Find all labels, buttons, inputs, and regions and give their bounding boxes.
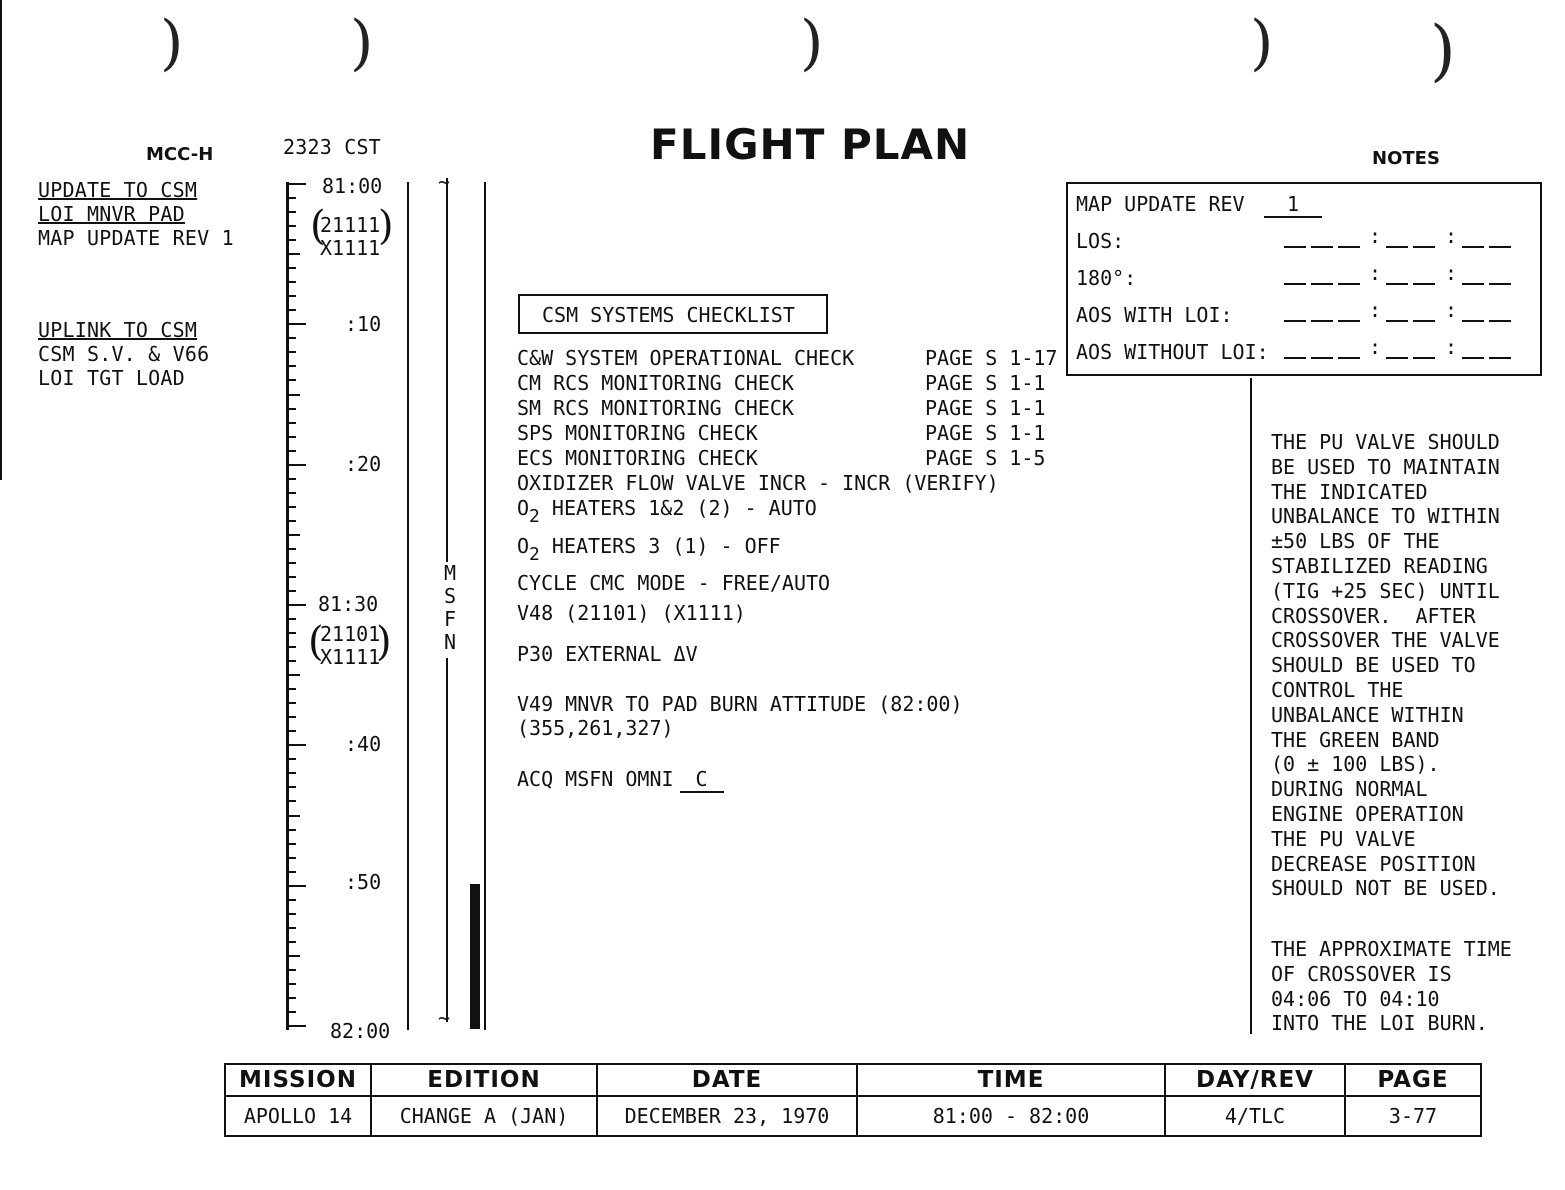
time-blank[interactable]	[1386, 320, 1408, 322]
mcc-line: CSM S.V. & V66	[38, 342, 210, 366]
ruler-tick	[286, 253, 300, 255]
footer-edition: CHANGE A (JAN)	[371, 1096, 597, 1136]
time-colon: :	[1369, 335, 1382, 359]
time-label-10: :10	[345, 312, 382, 336]
ruler-tick	[286, 309, 296, 311]
oxidizer-line: OXIDIZER FLOW VALVE INCR - INCR (VERIFY)	[517, 471, 999, 495]
ruler-tick	[286, 815, 300, 817]
ruler-tick	[286, 983, 296, 985]
time-blank[interactable]	[1338, 320, 1360, 322]
time-label-50: :50	[345, 870, 382, 894]
time-blank[interactable]	[1489, 246, 1511, 248]
time-label-20: :20	[345, 452, 382, 476]
time-blank[interactable]	[1489, 357, 1511, 359]
footer-header: TIME	[857, 1064, 1165, 1096]
msfn-bracket-cap: ~	[438, 170, 451, 194]
cycle-cmc-line: CYCLE CMC MODE - FREE/AUTO	[517, 571, 831, 595]
msfn-bracket-bottom	[446, 658, 448, 1022]
ruler-tick	[286, 899, 296, 901]
ruler-tick	[286, 337, 296, 339]
ruler-tick	[286, 365, 296, 367]
ruler-tick	[286, 408, 296, 410]
ruler-tick	[286, 323, 306, 325]
time-label-81-30: 81:30	[318, 592, 379, 616]
time-blank[interactable]	[1311, 246, 1333, 248]
footer-header: DAY/REV	[1165, 1064, 1345, 1096]
footer-date: DECEMBER 23, 1970	[597, 1096, 857, 1136]
time-blank[interactable]	[1338, 357, 1360, 359]
mcc-block-uplink	[38, 318, 209, 390]
time-blank[interactable]	[1284, 246, 1306, 248]
checklist-item-page: PAGE S 1-1	[925, 371, 1046, 395]
ruler-tick	[286, 843, 296, 845]
time-label-81-00: 81:00	[322, 174, 383, 198]
mcc-line: UPDATE TO CSM	[38, 178, 198, 202]
time-ruler	[286, 0, 316, 1190]
checklist-item-page: PAGE S 1-1	[925, 421, 1046, 445]
o2-heaters-1-2	[517, 496, 817, 525]
mcc-line: LOI TGT LOAD	[38, 366, 185, 390]
ruler-tick	[286, 379, 296, 381]
footer-mission: APOLLO 14	[225, 1096, 371, 1136]
ruler-tick	[286, 660, 296, 662]
ruler-tick	[286, 927, 296, 929]
paren-right: )	[378, 203, 394, 249]
ruler-tick	[286, 758, 296, 760]
ruler-tick	[286, 941, 296, 943]
ruler-tick	[286, 450, 296, 452]
mcc-line: UPLINK TO CSM	[38, 318, 198, 342]
ruler-tick	[286, 562, 296, 564]
ruler-tick	[286, 267, 296, 269]
time-blank[interactable]	[1413, 320, 1435, 322]
ruler-tick	[286, 576, 296, 578]
ruler-tick	[286, 829, 296, 831]
ruler-tick	[286, 422, 296, 424]
time-blank[interactable]	[1338, 246, 1360, 248]
v49-attitude: (355,261,327)	[517, 716, 674, 740]
ruler-tick	[286, 857, 296, 859]
time-blank[interactable]	[1413, 357, 1435, 359]
time-colon: :	[1445, 335, 1458, 359]
o2-subscript: 2	[529, 544, 540, 565]
ruler-tick	[286, 702, 296, 704]
ruler-tick	[286, 1025, 306, 1027]
msfn-letter: N	[443, 630, 457, 654]
time-blank[interactable]	[1311, 283, 1333, 285]
footer-table	[224, 1063, 1482, 1137]
binder-hole-mark: )	[350, 8, 374, 78]
msfn-bracket-top	[446, 178, 448, 562]
page-title: FLIGHT PLAN	[650, 120, 971, 169]
v48-line: V48 (21101) (X1111)	[517, 601, 746, 625]
footer-day-rev: 4/TLC	[1165, 1096, 1345, 1136]
ruler-tick	[286, 997, 296, 999]
footer-value-row	[225, 1096, 1481, 1136]
time-blank[interactable]	[1311, 320, 1333, 322]
msfn-letter: S	[443, 584, 457, 608]
ruler-tick	[286, 772, 296, 774]
o2-symbol: O	[517, 534, 530, 558]
checklist-item: SPS MONITORING CHECK	[517, 421, 758, 445]
map-update-label: MAP UPDATE REV	[1076, 192, 1245, 216]
ruler-tick	[286, 506, 296, 508]
p30-line: P30 EXTERNAL ΔV	[517, 642, 698, 666]
column-divider	[484, 182, 486, 1030]
mcc-line: MAP UPDATE REV 1	[38, 226, 234, 250]
o2-heaters-3	[517, 534, 781, 563]
binder-hole-mark: )	[800, 8, 824, 78]
ruler-tick	[286, 632, 296, 634]
ruler-tick	[286, 955, 300, 957]
paren-left: (	[310, 203, 326, 249]
msfn-letter: F	[443, 607, 457, 631]
ruler-tick	[286, 351, 296, 353]
ruler-tick	[286, 604, 306, 606]
code-21101: 21101	[320, 622, 381, 646]
ruler-tick	[286, 590, 296, 592]
time-blank[interactable]	[1489, 283, 1511, 285]
checklist-item-page: PAGE S 1-17	[925, 346, 1058, 370]
time-colon: :	[1445, 224, 1458, 248]
time-colon: :	[1369, 261, 1382, 285]
ruler-tick	[286, 744, 306, 746]
ruler-tick	[286, 618, 296, 620]
ruler-tick	[286, 478, 296, 480]
mcc-block-update	[38, 178, 234, 250]
binder-hole-mark: )	[1250, 8, 1274, 78]
code-x1111: X1111	[320, 645, 381, 669]
acq-omni-line	[517, 767, 724, 793]
ruler-tick	[286, 871, 296, 873]
checklist-item: SM RCS MONITORING CHECK	[517, 396, 794, 420]
footer-header: EDITION	[371, 1064, 597, 1096]
ruler-tick	[286, 225, 296, 227]
binder-hole-mark: )	[160, 8, 184, 78]
o2-text: HEATERS 3 (1) - OFF	[539, 534, 781, 558]
msfn-bracket-cap: ~	[438, 1006, 451, 1030]
msfn-label	[443, 562, 457, 654]
checklist-item: ECS MONITORING CHECK	[517, 446, 758, 470]
time-colon: :	[1445, 298, 1458, 322]
ruler-tick	[286, 211, 296, 213]
msfn-letter: M	[443, 561, 457, 585]
paren-left: (	[308, 619, 324, 665]
checklist-item: C&W SYSTEM OPERATIONAL CHECK	[517, 346, 855, 370]
ruler-tick	[286, 800, 296, 802]
ruler-tick	[286, 786, 296, 788]
checklist-title: CSM SYSTEMS CHECKLIST	[542, 303, 795, 327]
time-blank[interactable]	[1462, 357, 1484, 359]
acq-omni-label: ACQ MSFN OMNI	[517, 767, 674, 791]
ruler-tick	[286, 197, 296, 199]
time-header: 2323 CST	[283, 135, 381, 159]
ruler-tick	[286, 239, 296, 241]
ruler-tick	[286, 913, 296, 915]
ruler-tick	[286, 295, 296, 297]
page-edge-line	[0, 0, 2, 480]
time-blank[interactable]	[1413, 283, 1435, 285]
time-blank[interactable]	[1386, 357, 1408, 359]
ruler-tick	[286, 548, 296, 550]
map-update-value: 1	[1264, 192, 1322, 218]
ruler-tick	[286, 520, 296, 522]
footer-header: PAGE	[1345, 1064, 1481, 1096]
o2-subscript: 2	[529, 506, 540, 527]
ruler-tick	[286, 730, 296, 732]
footer-page: 3-77	[1345, 1096, 1481, 1136]
ruler-tick	[286, 281, 296, 283]
checklist-item-page: PAGE S 1-5	[925, 446, 1046, 470]
ruler-tick	[286, 969, 296, 971]
time-blank[interactable]	[1386, 246, 1408, 248]
code-x1111: X1111	[320, 236, 381, 260]
footer-header-row	[225, 1064, 1481, 1096]
binder-hole-mark: )	[1430, 12, 1456, 89]
checklist-title-box	[518, 294, 828, 334]
footer-time: 81:00 - 82:00	[857, 1096, 1165, 1136]
checklist-item-page: PAGE S 1-1	[925, 396, 1046, 420]
ruler-tick	[286, 688, 296, 690]
ruler-tick	[286, 534, 300, 536]
time-blank[interactable]	[1462, 283, 1484, 285]
mcc-header: MCC-H	[146, 144, 214, 165]
notes-divider	[1250, 378, 1252, 1034]
ruler-tick	[286, 885, 306, 887]
notes-header: NOTES	[1372, 148, 1440, 169]
time-label-82-00: 82:00	[330, 1019, 391, 1043]
time-blank[interactable]	[1311, 357, 1333, 359]
los-label: LOS:	[1076, 229, 1125, 253]
event-bar	[470, 884, 480, 1029]
time-colon: :	[1369, 298, 1382, 322]
ruler-tick	[286, 436, 296, 438]
time-blank[interactable]	[1386, 283, 1408, 285]
ruler-tick	[286, 646, 296, 648]
paren-right: )	[376, 619, 392, 665]
aos-with-loi-label: AOS WITH LOI:	[1076, 303, 1233, 327]
column-divider	[407, 182, 409, 1030]
ruler-tick	[286, 716, 296, 718]
time-label-40: :40	[345, 732, 382, 756]
time-blank[interactable]	[1462, 320, 1484, 322]
footer-header: DATE	[597, 1064, 857, 1096]
v49-line: V49 MNVR TO PAD BURN ATTITUDE (82:00)	[517, 692, 963, 716]
code-21111: 21111	[320, 213, 381, 237]
ruler-tick	[286, 1011, 296, 1013]
time-colon: :	[1369, 224, 1382, 248]
aos-without-loi-label: AOS WITHOUT LOI:	[1076, 340, 1269, 364]
time-colon: :	[1445, 261, 1458, 285]
mcc-line: LOI MNVR PAD	[38, 202, 185, 226]
deg180-label: 180°:	[1076, 266, 1137, 290]
map-update-box	[1066, 182, 1542, 376]
time-blank[interactable]	[1284, 320, 1306, 322]
o2-text: HEATERS 1&2 (2) - AUTO	[539, 496, 817, 520]
notes-pu-valve: THE PU VALVE SHOULD BE USED TO MAINTAIN THE INDICATED UNBALANCE TO WITHIN ±50 LBS OF THE STABILIZED READING (TIG +25 SEC) UNTIL CROSSOVER. AFTER CROSSOVER THE VALVE SHOULD BE USED TO CONTROL THE UNBALANCE WITHIN THE GREEN BAND (0 ± 100 LBS). DURING NORMAL ENGINE OPERATION THE PU VALVE DECREASE POSITION SHOULD NOT BE USED.	[1271, 430, 1500, 901]
ruler-tick	[286, 394, 300, 396]
time-blank[interactable]	[1413, 246, 1435, 248]
time-blank[interactable]	[1338, 283, 1360, 285]
time-blank[interactable]	[1489, 320, 1511, 322]
time-blank[interactable]	[1284, 283, 1306, 285]
ruler-tick	[286, 183, 306, 185]
ruler-tick	[286, 674, 300, 676]
ruler-tick	[286, 464, 306, 466]
checklist-item: CM RCS MONITORING CHECK	[517, 371, 794, 395]
o2-symbol: O	[517, 496, 530, 520]
time-blank[interactable]	[1462, 246, 1484, 248]
ruler-tick	[286, 492, 296, 494]
notes-crossover: THE APPROXIMATE TIME OF CROSSOVER IS 04:06 TO 04:10 INTO THE LOI BURN.	[1271, 937, 1512, 1036]
time-blank[interactable]	[1284, 357, 1306, 359]
footer-header: MISSION	[225, 1064, 371, 1096]
acq-omni-value: C	[680, 767, 724, 793]
